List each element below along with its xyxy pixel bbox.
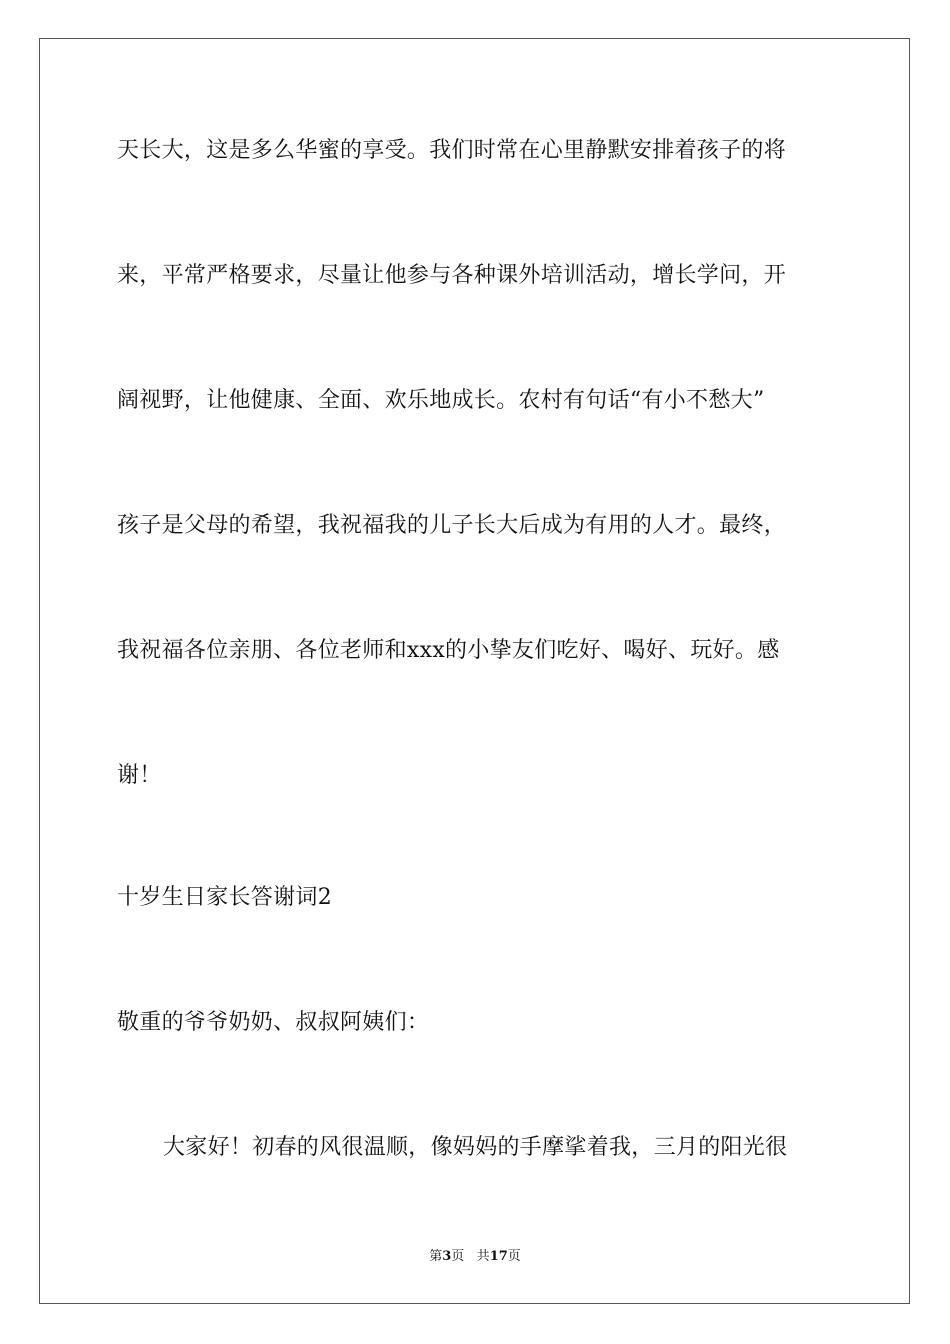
total-prefix: 共 [476,1249,490,1264]
body-line-4: 孩子是父母的希望，我祝福我的儿子长大后成为有用的人才。最终， [117,513,787,538]
body-line-5: 我祝福各位亲朋、各位老师和xxx的小挚友们吃好、喝好、玩好。感 [117,638,780,663]
body-line-6: 谢！ [117,763,162,788]
page-frame [39,38,910,1304]
page-suffix: 页 [451,1249,465,1264]
salutation: 敬重的爷爷奶奶、叔叔阿姨们： [117,1010,430,1035]
page-footer [0,1248,950,1266]
total-pages: 17 [489,1249,508,1264]
page-prefix: 第 [429,1249,443,1264]
body-line-2: 来，平常严格要求，尽量让他参与各种课外培训活动，增长学问，开 [117,263,787,288]
body-line-3: 阔视野，让他健康、全面、欢乐地成长。农村有句话“有小不愁大” [117,388,765,413]
body-line-1: 天长大，这是多么华蜜的享受。我们时常在心里静默安排着孩子的将 [117,138,787,163]
page-number: 3 [442,1249,452,1264]
total-suffix: 页 [507,1249,521,1264]
paragraph-start: 大家好！初春的风很温顺，像妈妈的手摩挲着我，三月的阳光很 [163,1135,788,1160]
section-heading: 十岁生日家长答谢词2 [117,885,332,910]
